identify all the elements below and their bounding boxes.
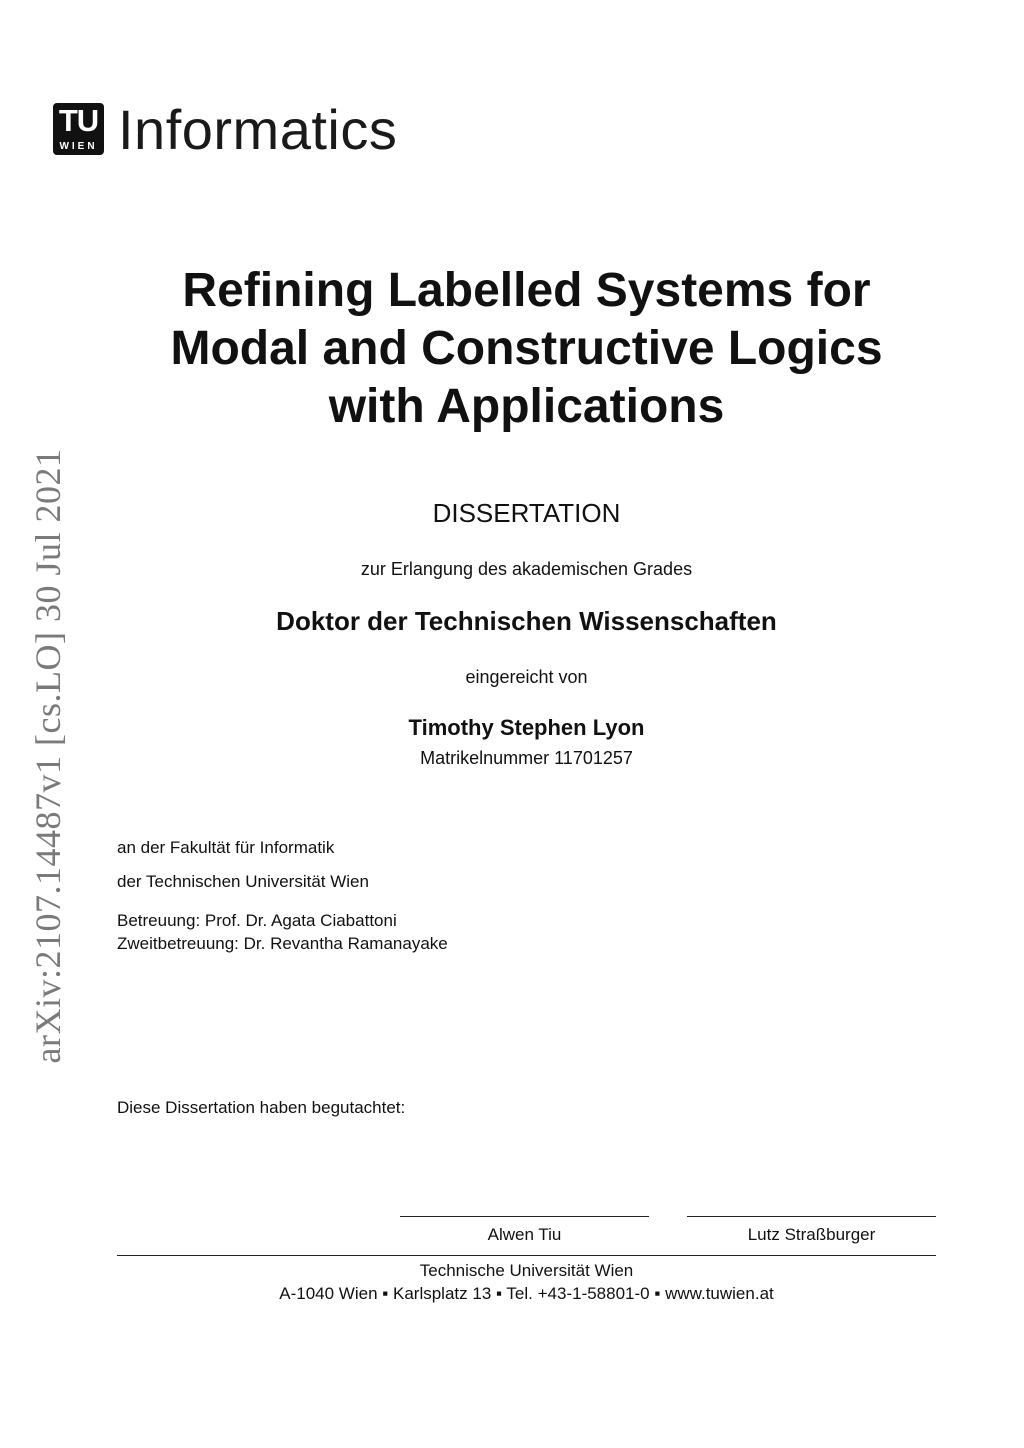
author-name: Timothy Stephen Lyon: [408, 715, 645, 740]
reviewer-name: Lutz Straßburger: [747, 1225, 876, 1244]
faculty: an der Fakultät für Informatik: [117, 838, 335, 857]
degree-name: Doktor der Technischen Wissenschaften: [276, 606, 777, 636]
university: der Technischen Universität Wien: [117, 872, 369, 891]
page-title: [117, 262, 936, 436]
logo-mark-tu: TU: [58, 103, 99, 138]
signature-line: [687, 1216, 936, 1217]
matriculation-number: Matrikelnummer 11701257: [420, 748, 633, 768]
logo-mark-wien: WIEN: [59, 141, 98, 152]
document-type: DISSERTATION: [432, 498, 621, 528]
reviewer-name: Alwen Tiu: [487, 1225, 562, 1244]
footer-address: A-1040 Wien ▪ Karlsplatz 13 ▪ Tel. +43-1-58801-0 ▪ www.tuwien.at: [279, 1284, 774, 1303]
footer-institution: Technische Universität Wien: [419, 1261, 634, 1280]
arxiv-stamp-text: arXiv:2107.14487v1 [cs.LO] 30 Jul 2021: [28, 448, 68, 1064]
tu-wien-logo: [53, 103, 104, 155]
supervisor: Betreuung: Prof. Dr. Agata Ciabattoni: [117, 911, 397, 930]
footer-divider: [117, 1255, 936, 1256]
title-line: Refining Labelled Systems for: [182, 264, 871, 317]
submitted-by-label: eingereicht von: [465, 667, 588, 687]
signature-line: [400, 1216, 649, 1217]
degree-intro: zur Erlangung des akademischen Grades: [360, 559, 693, 579]
co-supervisor: Zweitbetreuung: Dr. Revantha Ramanayake: [117, 934, 448, 953]
title-line: with Applications: [328, 380, 725, 433]
reviewed-by-label: Diese Dissertation haben begutachtet:: [117, 1098, 406, 1117]
title-line: Modal and Constructive Logics: [170, 322, 883, 375]
logo-wordmark: Informatics: [118, 98, 398, 161]
